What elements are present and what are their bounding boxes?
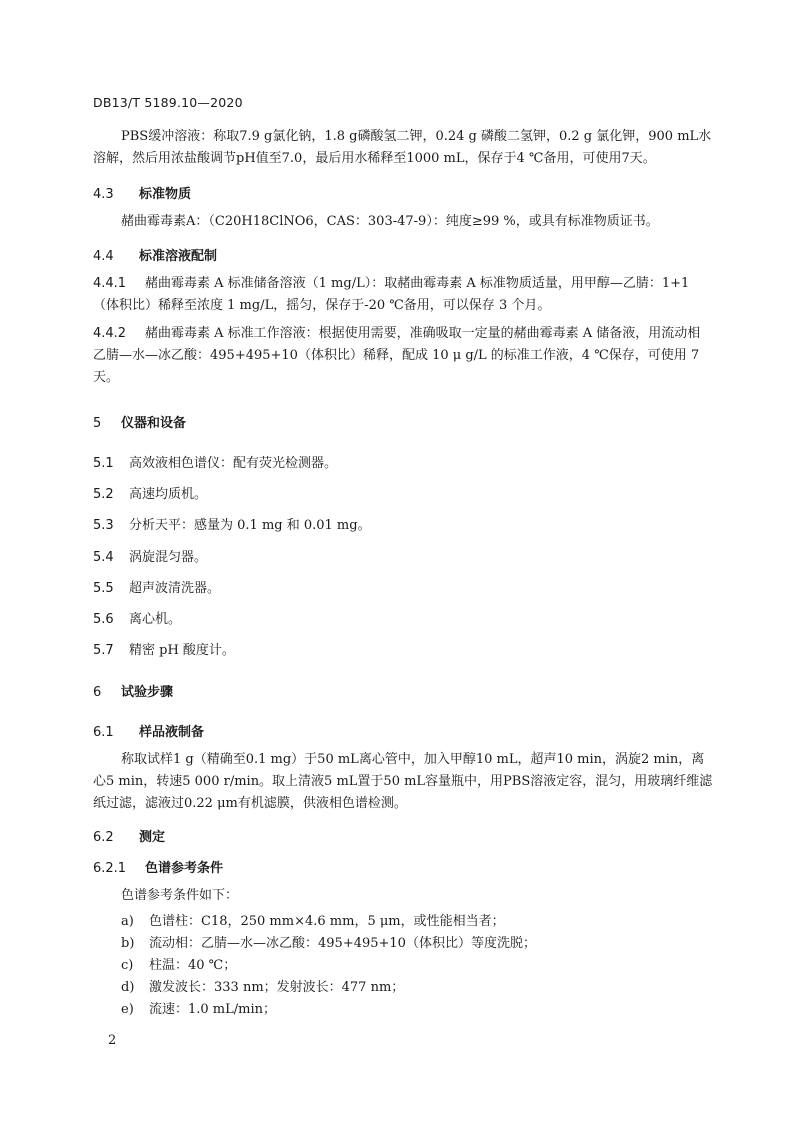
list-text: 流速：1.0 mL/min； xyxy=(149,1002,277,1017)
section-heading-6-2-1 xyxy=(93,857,223,876)
equipment-item xyxy=(93,483,207,502)
list-label: d) xyxy=(121,980,135,995)
list-item xyxy=(121,998,276,1017)
item-text: 分析天平：感量为 0.1 mg 和 0.01 mg。 xyxy=(129,518,371,533)
item-number: 5.1 xyxy=(93,456,114,471)
section-heading-6-1 xyxy=(93,721,204,740)
item-number: 5.4 xyxy=(93,550,114,565)
section-number: 4.4 xyxy=(93,249,114,264)
section-number: 6.2.1 xyxy=(93,861,127,876)
clause-4-4-1 xyxy=(93,273,713,317)
equipment-item xyxy=(93,639,235,658)
standard-substance-paragraph: 赭曲霉毒素A：（C20H18ClNO6，CAS：303-47-9）：纯度≥99 %，或具有标准物质证书。 xyxy=(121,214,659,229)
list-label: a) xyxy=(121,914,134,929)
item-number: 5.6 xyxy=(93,612,114,627)
list-label: c) xyxy=(121,958,134,973)
list-label: b) xyxy=(121,936,135,951)
equipment-item xyxy=(93,608,181,627)
equipment-item xyxy=(93,514,371,533)
section-heading-4-3 xyxy=(93,183,191,202)
list-text: 柱温：40 ℃； xyxy=(149,958,237,973)
section-number: 6.2 xyxy=(93,830,114,845)
clause-4-4-2 xyxy=(93,323,713,389)
pbs-buffer-paragraph: PBS缓冲溶液：称取7.9 g氯化钠，1.8 g磷酸氢二钾，0.24 g 磷酸二氢钾，0.2 g 氯化钾，900 mL水溶解，然后用浓盐酸调节pH值至7.0，最后用水稀释至1000 mL，保存于4 ℃备用，可使用7天。 xyxy=(93,129,712,166)
section-title: 标准物质 xyxy=(139,187,192,202)
item-text: 离心机。 xyxy=(129,612,182,627)
item-number: 5.7 xyxy=(93,643,114,658)
section-title: 色谱参考条件 xyxy=(145,861,224,876)
clause-number: 4.4.2 xyxy=(93,326,127,341)
section-number: 6.1 xyxy=(93,725,114,740)
section-title: 样品液制备 xyxy=(139,725,205,740)
section-heading-6-2 xyxy=(93,826,165,845)
list-item xyxy=(121,910,505,929)
item-text: 高速均质机。 xyxy=(129,487,208,502)
section-heading-4-4 xyxy=(93,245,217,264)
section-number: 4.3 xyxy=(93,187,114,202)
clause-text: 赭曲霉毒素 A 标准储备溶液（1 mg/L）：取赭曲霉毒素 A 标准物质适量，用甲醇—乙腈：1+1（体积比）稀释至浓度 1 mg/L，摇匀，保存于-20 ℃备用，可以保存 3 个月。 xyxy=(93,276,690,313)
equipment-item xyxy=(93,452,337,471)
section-title: 测定 xyxy=(139,830,166,845)
list-item xyxy=(121,932,536,951)
sample-preparation-paragraph: 称取试样1 g（精确至0.1 mg）于50 mL离心管中，加入甲醇10 mL，超声10 min，涡旋2 min，离心5 min，转速5 000 r/min。取上清液5 mL置于50 mL容量瓶中，用PBS溶液定容，混匀，用玻璃纤维滤纸过滤，滤液过0.22 μm有机滤膜，供液相色谱检测。 xyxy=(93,752,713,811)
item-text: 超声波清洗器。 xyxy=(129,581,221,596)
equipment-item xyxy=(93,546,207,565)
item-text: 高效液相色谱仪：配有荧光检测器。 xyxy=(129,456,338,471)
list-text: 色谱柱：C18，250 mm×4.6 mm，5 μm，或性能相当者； xyxy=(149,914,505,929)
section-title: 标准溶液配制 xyxy=(139,249,218,264)
list-item xyxy=(121,976,404,995)
list-item xyxy=(121,954,236,973)
section-number: 5 xyxy=(93,416,102,431)
clause-number: 4.4.1 xyxy=(93,276,127,291)
item-number: 5.2 xyxy=(93,487,114,502)
clause-text: 赭曲霉毒素 A 标准工作溶液：根据使用需要，准确吸取一定量的赭曲霉毒素 A 储备液，用流动相乙腈—水—冰乙酸：495+495+10（体积比）稀释，配成 10 μ g/L 的标准工作液，4 ℃保存，可使用 7 天。 xyxy=(93,326,701,385)
section-title: 试验步骤 xyxy=(121,685,174,700)
list-label: e) xyxy=(121,1002,134,1017)
list-text: 激发波长：333 nm；发射波长：477 nm； xyxy=(149,980,405,995)
item-text: 精密 pH 酸度计。 xyxy=(129,643,235,658)
list-text: 流动相：乙腈—水—冰乙酸：495+495+10（体积比）等度洗脱； xyxy=(149,936,536,951)
item-number: 5.3 xyxy=(93,518,114,533)
document-code: DB13/T 5189.10—2020 xyxy=(93,95,243,110)
item-number: 5.5 xyxy=(93,581,114,596)
section-title: 仪器和设备 xyxy=(121,416,187,431)
section-heading-6 xyxy=(93,681,173,700)
section-number: 6 xyxy=(93,685,102,700)
equipment-item xyxy=(93,577,220,596)
chromatography-intro: 色谱参考条件如下： xyxy=(121,888,239,903)
item-text: 涡旋混匀器。 xyxy=(129,550,208,565)
page-number: 2 xyxy=(108,1033,117,1048)
section-heading-5 xyxy=(93,412,186,431)
